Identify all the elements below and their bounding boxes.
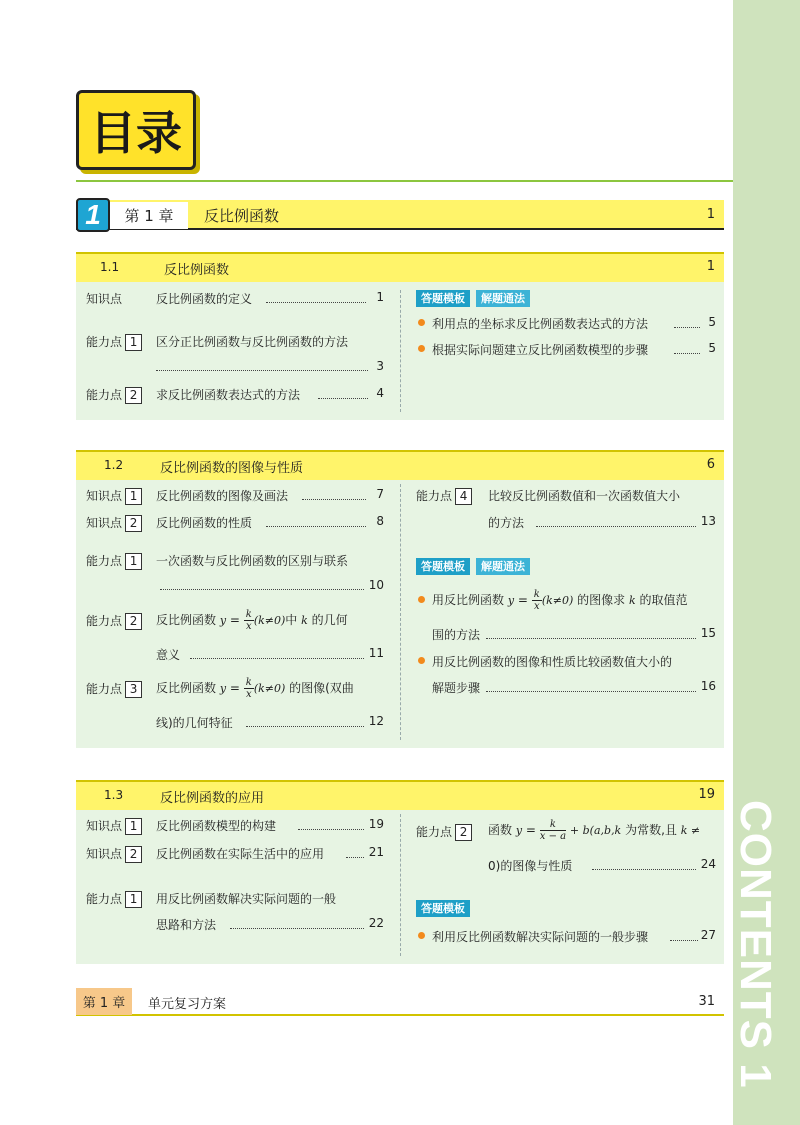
entry-number-box: 4	[455, 488, 472, 505]
entry-page: 22	[368, 916, 384, 930]
entry-number-box: 2	[125, 613, 142, 630]
chapter-title[interactable]: 反比例函数	[204, 207, 280, 225]
contents-vertical-text: CONTENTS 1	[731, 800, 780, 1089]
entry-text: 反比例函数模型的构建	[156, 819, 277, 833]
leader-dots	[266, 302, 366, 303]
review-chapter-label: 第 1 章	[76, 988, 132, 1015]
entry-text: 反比例函数的性质	[156, 516, 253, 530]
page-title: 目录	[90, 106, 182, 160]
section-title[interactable]: 反比例函数	[164, 263, 230, 278]
entry-number-box: 2	[125, 387, 142, 404]
entry-text-cont: 解题步骤	[432, 681, 481, 695]
entry-type: 知识点	[86, 847, 123, 861]
entry-number-box: 3	[125, 681, 142, 698]
entry-type: 能力点	[86, 554, 123, 568]
entry-page: 15	[700, 626, 716, 640]
entry-type: 能力点	[416, 825, 453, 839]
entry-type: 能力点	[86, 892, 123, 906]
leader-dots	[674, 327, 700, 328]
method-tag: 解题通法	[476, 290, 530, 307]
entry-text: 用反比例函数 y = $\frac{k}{x}$ (k≠0) 的图像求 k 的取值范	[432, 589, 688, 612]
section-title[interactable]: 反比例函数的图像与性质	[160, 461, 304, 476]
entry-type: 能力点	[86, 335, 123, 349]
entry-page: 5	[708, 315, 716, 329]
entry-text: 反比例函数 y = $\frac{k}{x}$ (k≠0) 的图像(双曲	[156, 677, 354, 700]
leader-dots	[674, 353, 700, 354]
entry-text-cont: 思路和方法	[156, 918, 217, 932]
entry-text: 反比例函数的图像及画法	[156, 489, 289, 503]
entry-type: 能力点	[86, 388, 123, 402]
title-rule	[76, 180, 733, 182]
leader-dots	[302, 499, 366, 500]
template-tag: 答题模板	[416, 558, 470, 575]
entry-number-box: 2	[125, 515, 142, 532]
leader-dots	[298, 829, 364, 830]
leader-dots	[266, 526, 366, 527]
leader-dots	[246, 726, 364, 727]
review-page: 31	[698, 994, 715, 1009]
entry-type: 知识点	[86, 489, 123, 503]
chapter-page: 1	[706, 207, 715, 222]
chapter-number-icon: 1	[76, 198, 110, 232]
entry-page: 13	[700, 514, 716, 528]
section-page: 19	[698, 787, 715, 802]
leader-dots	[156, 370, 368, 371]
entry-number-box: 1	[125, 891, 142, 908]
leader-dots	[318, 398, 368, 399]
entry-type: 知识点	[86, 516, 123, 530]
template-tag: 答题模板	[416, 290, 470, 307]
bullet-icon	[418, 345, 425, 352]
leader-dots	[670, 940, 698, 941]
leader-dots	[486, 638, 696, 639]
page-title-box	[76, 90, 196, 170]
entry-page: 11	[368, 646, 384, 660]
entry-page: 3	[376, 359, 384, 373]
entry-page: 16	[700, 679, 716, 693]
entry-page: 12	[368, 714, 384, 728]
entry-page: 4	[376, 386, 384, 400]
entry-page: 8	[376, 514, 384, 528]
leader-dots	[592, 869, 696, 870]
entry-page: 5	[708, 341, 716, 355]
section-page: 1	[706, 259, 715, 274]
leader-dots	[230, 928, 364, 929]
column-divider	[400, 290, 401, 412]
entry-text: 一次函数与反比例函数的区别与联系	[156, 554, 349, 568]
template-tag: 答题模板	[416, 900, 470, 917]
entry-page: 27	[700, 928, 716, 942]
entry-text: 利用点的坐标求反比例函数表达式的方法	[432, 317, 649, 331]
section-number: 1.3	[104, 788, 124, 802]
entry-number-box: 1	[125, 488, 142, 505]
method-tag: 解题通法	[476, 558, 530, 575]
leader-dots	[190, 658, 364, 659]
entry-text-cont: 的方法	[488, 516, 525, 530]
entry-number-box: 2	[125, 846, 142, 863]
entry-page: 10	[368, 578, 384, 592]
entry-type: 能力点	[416, 489, 453, 503]
entry-type: 能力点	[86, 682, 123, 696]
entry-text: 区分正比例函数与反比例函数的方法	[156, 335, 349, 349]
entry-text: 用反比例函数解决实际问题的一般	[156, 892, 337, 906]
leader-dots	[486, 691, 696, 692]
entry-text-cont: 线)的几何特征	[156, 716, 233, 730]
bullet-icon	[418, 657, 425, 664]
bullet-icon	[418, 319, 425, 326]
leader-dots	[536, 526, 696, 527]
review-title[interactable]: 单元复习方案	[148, 997, 227, 1012]
column-divider	[400, 814, 401, 956]
entry-text: 反比例函数的定义	[156, 292, 253, 306]
section-number: 1.2	[104, 458, 124, 472]
section-number: 1.1	[100, 260, 120, 274]
entry-number-box: 2	[455, 824, 472, 841]
section-title[interactable]: 反比例函数的应用	[160, 791, 265, 806]
entry-text-cont: 意义	[156, 648, 181, 662]
column-divider	[400, 484, 401, 740]
entry-text: 用反比例函数的图像和性质比较函数值大小的	[432, 655, 673, 669]
entry-page: 24	[700, 857, 716, 871]
entry-text-cont: 0)的图像与性质	[488, 859, 573, 873]
entry-text: 函数 y = $\frac{k}{x - a}$ + b(a,b,k 为常数,且 k ≠	[488, 819, 701, 842]
entry-text: 利用反比例函数解决实际问题的一般步骤	[432, 930, 649, 944]
entry-text-cont: 围的方法	[432, 628, 481, 642]
entry-text: 求反比例函数表达式的方法	[156, 388, 301, 402]
entry-page: 19	[368, 817, 384, 831]
entry-page: 1	[376, 290, 384, 304]
leader-dots	[160, 589, 364, 590]
entry-text: 反比例函数在实际生活中的应用	[156, 847, 325, 861]
entry-number-box: 1	[125, 553, 142, 570]
entry-page: 21	[368, 845, 384, 859]
entry-text: 根据实际问题建立反比例函数模型的步骤	[432, 343, 649, 357]
entry-type: 知识点	[86, 292, 123, 306]
entry-text: 比较反比例函数值和一次函数值大小	[488, 489, 681, 503]
entry-type: 知识点	[86, 819, 123, 833]
entry-type: 能力点	[86, 614, 123, 628]
entry-number-box: 1	[125, 818, 142, 835]
entry-page: 7	[376, 487, 384, 501]
entry-text: 反比例函数 y = $\frac{k}{x}$ (k≠0)中 k 的几何	[156, 609, 348, 632]
entry-number-box: 1	[125, 334, 142, 351]
chapter-label: 第 1 章	[110, 202, 188, 229]
bullet-icon	[418, 932, 425, 939]
bullet-icon	[418, 596, 425, 603]
section-page: 6	[706, 457, 715, 472]
